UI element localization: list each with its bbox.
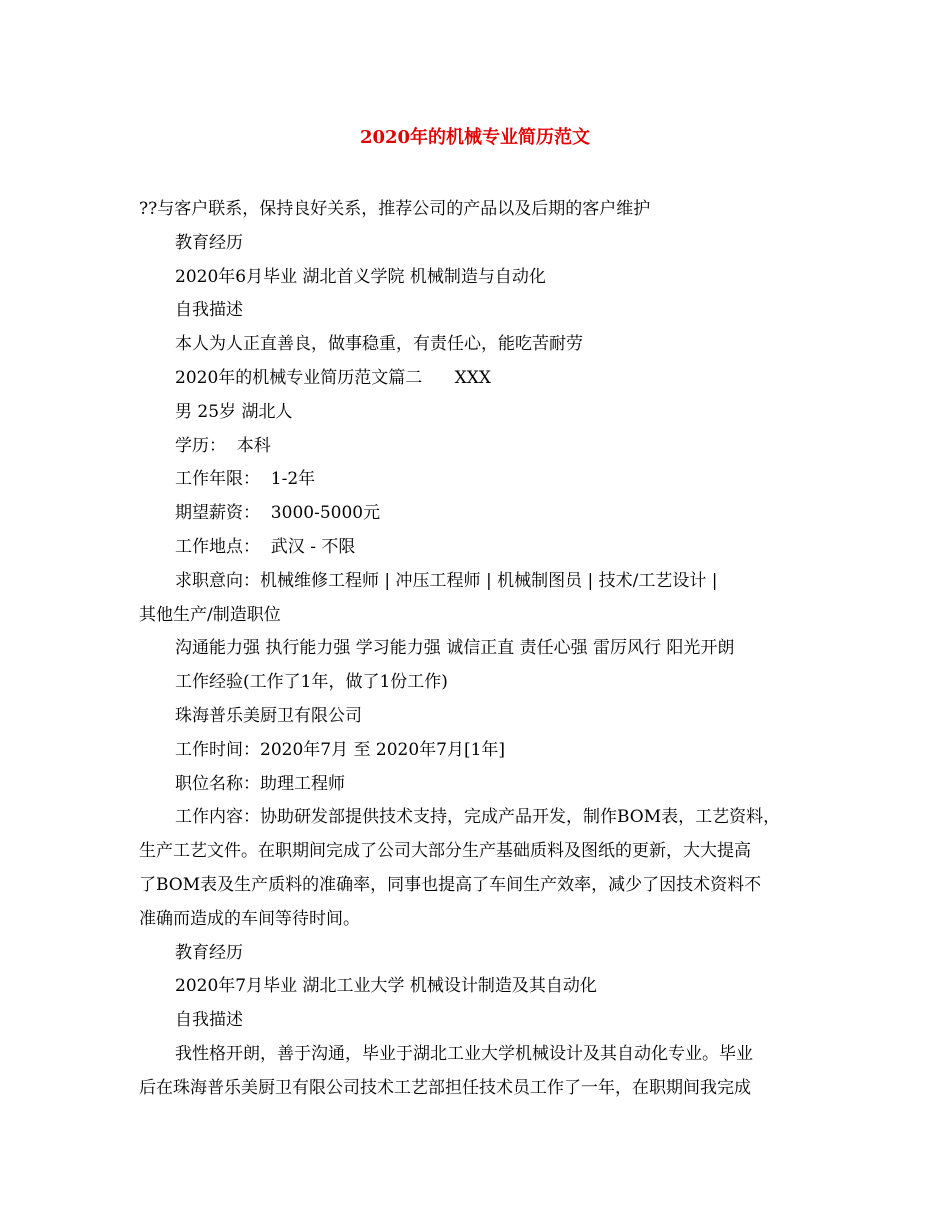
- text-line: ??与客户联系，保持良好关系，推荐公司的产品以及后期的客户维护: [139, 199, 651, 219]
- text-line: 了BOM表及生产质料的准确率，同事也提高了车间生产效率，减少了因技术资料不: [139, 874, 762, 895]
- text-line: 期望薪资： 3000-5000元: [175, 503, 381, 524]
- text-line: 准确而造成的车间等待时间。: [139, 908, 360, 929]
- text-line: 本人为人正直善良，做事稳重，有责任心，能吃苦耐劳: [175, 334, 583, 355]
- text-line: 2020年7月毕业 湖北工业大学 机械设计制造及其自动化: [175, 976, 597, 997]
- section-heading-education: 教育经历: [175, 942, 243, 963]
- document-title: 2020年的机械专业简历范文: [359, 127, 591, 148]
- text-line: 职位名称：助理工程师: [175, 773, 345, 794]
- text-line: 沟通能力强 执行能力强 学习能力强 诚信正直 责任心强 雷厉风行 阳光开朗: [175, 638, 735, 659]
- document-body: [139, 193, 829, 1106]
- section-heading-experience: 工作经验(工作了1年，做了1份工作): [175, 672, 448, 693]
- section-heading-self-description: 自我描述: [175, 300, 243, 321]
- section-heading-education: 教育经历: [175, 232, 243, 253]
- text-line: 工作年限： 1-2年: [175, 469, 316, 490]
- text-line: 求职意向：机械维修工程师 | 冲压工程师 | 机械制图员 | 技术/工艺设计 |: [175, 570, 718, 591]
- resume-subtitle: 2020年的机械专业简历范文篇二 XXX: [175, 367, 491, 388]
- text-line: 工作时间：2020年7月 至 2020年7月[1年]: [175, 739, 506, 760]
- text-line: 我性格开朗，善于沟通，毕业于湖北工业大学机械设计及其自动化专业。毕业: [175, 1043, 753, 1064]
- company-name: 珠海普乐美厨卫有限公司: [175, 705, 362, 726]
- text-line: 工作地点： 武汉 - 不限: [175, 536, 356, 557]
- text-line: 后在珠海普乐美厨卫有限公司技术工艺部担任技术员工作了一年，在职期间我完成: [139, 1077, 751, 1098]
- text-line: 2020年6月毕业 湖北首义学院 机械制造与自动化: [175, 266, 546, 287]
- text-line: 其他生产/制造职位: [139, 604, 281, 625]
- text-line: 学历： 本科: [175, 435, 271, 456]
- text-line: 工作内容：协助研发部提供技术支持，完成产品开发，制作BOM表，工艺资料，: [175, 807, 781, 828]
- text-line: 生产工艺文件。在职期间完成了公司大部分生产基础质料及图纸的更新，大大提高: [139, 841, 751, 862]
- section-heading-self-description: 自我描述: [175, 1010, 243, 1031]
- text-line: 男 25岁 湖北人: [175, 401, 293, 422]
